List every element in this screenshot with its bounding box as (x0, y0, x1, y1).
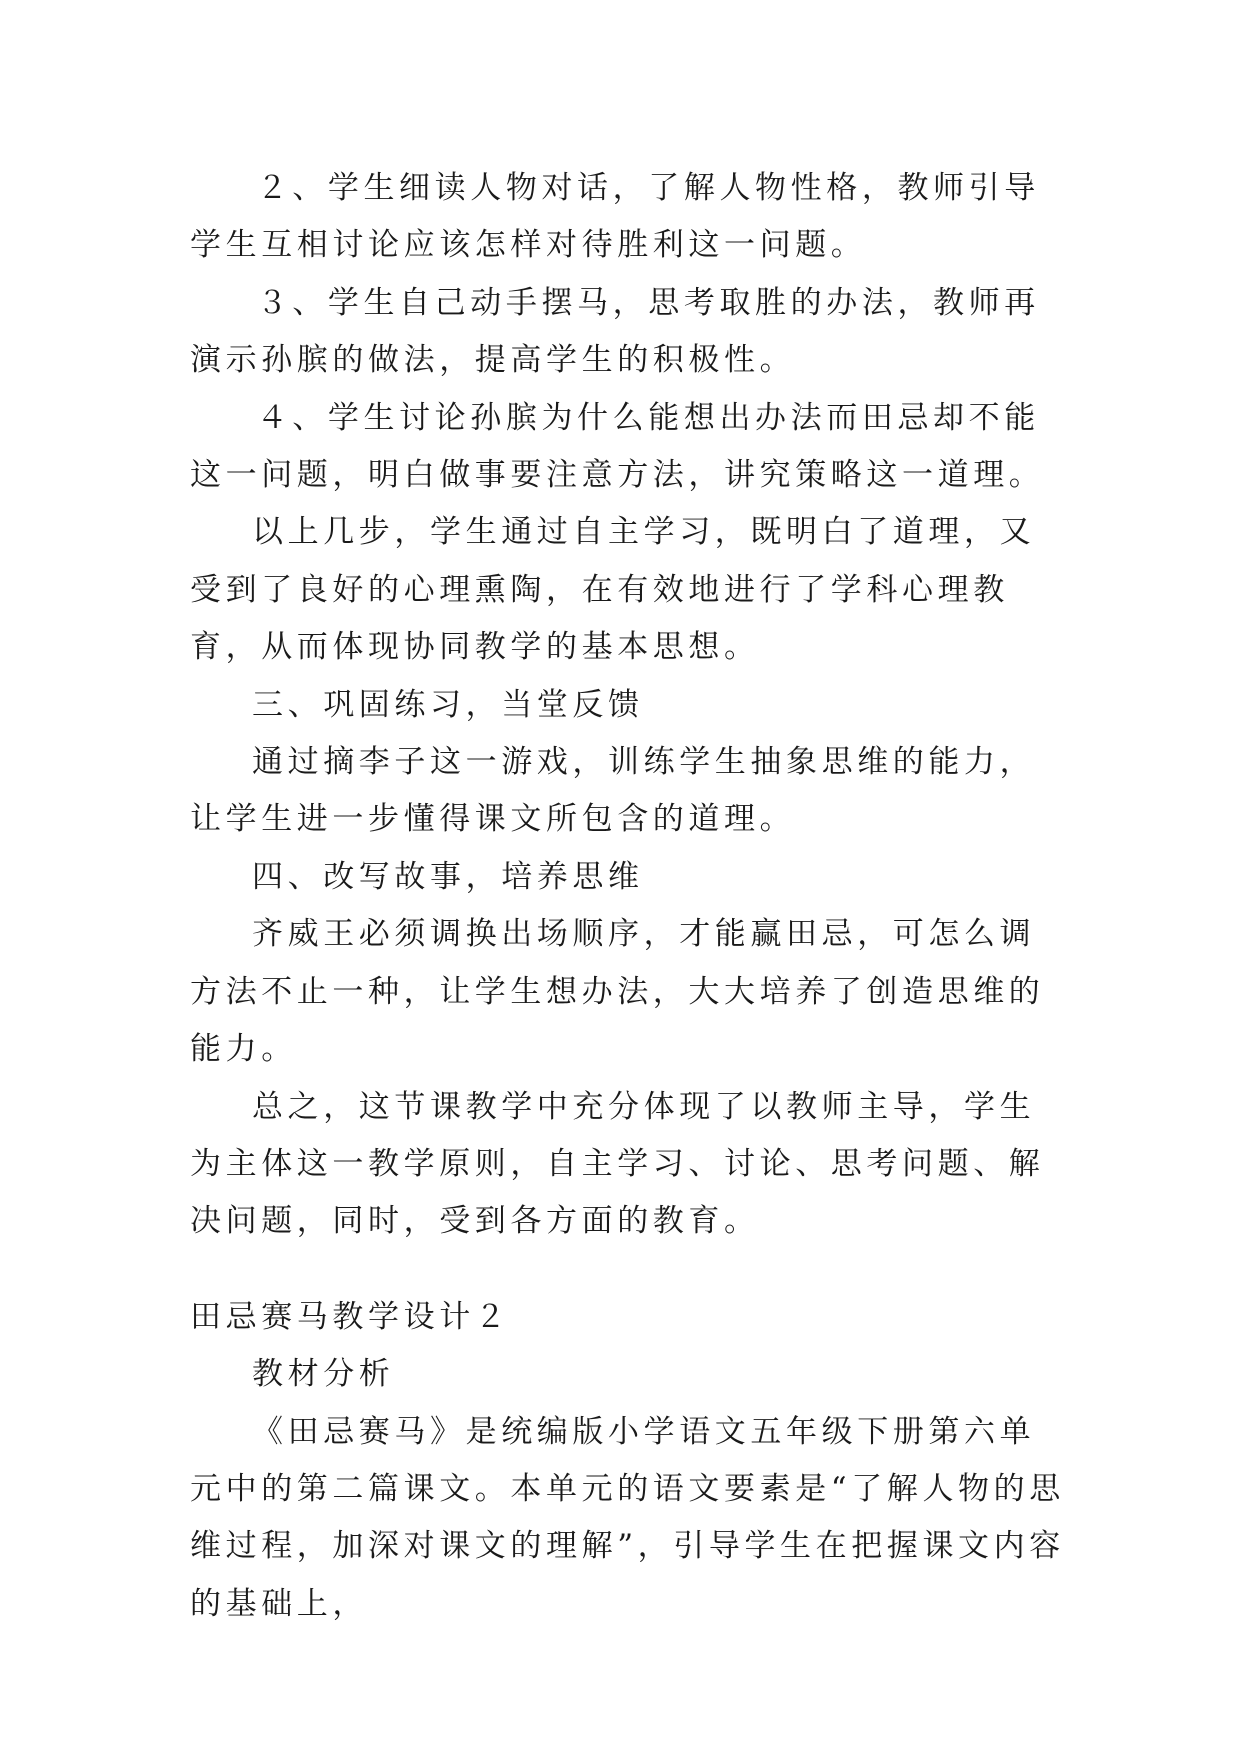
heading-material-analysis: 教材分析 (252, 1356, 395, 1393)
heading-section-four: 四、改写故事，培养思维 (252, 858, 644, 895)
paragraph-material-analysis: 《田忌赛马》是统编版小学语文五年级下册第六单元中的第二篇课文。本单元的语文要素是“了解人物的思维过程，加深对课文的理解”，引导学生在把握课文内容的基础上， (190, 1413, 1065, 1622)
paragraph-rewrite-story: 齐威王必须调换出场顺序，才能赢田忌，可怎么调方法不止一种，让学生想办法，大大培养了创造思维的能力。 (190, 916, 1045, 1068)
section-spacer (190, 1251, 1070, 1289)
section-title: 田忌赛马教学设计２ (190, 1298, 511, 1335)
paragraph-conclusion: 总之，这节课教学中充分体现了以教师主导，学生为主体这一教学原则，自主学习、讨论、思考问题、解决问题，同时，受到各方面的教育。 (190, 1088, 1045, 1240)
heading-section-three: 三、巩固练习，当堂反馈 (252, 686, 644, 723)
paragraph-step-4: ４、学生讨论孙膑为什么能想出办法而田忌却不能这一问题，明白做事要注意方法，讲究策略这一道理。 (190, 399, 1045, 494)
paragraph-practice: 通过摘李子这一游戏，训练学生抽象思维的能力，让学生进一步懂得课文所包含的道理。 (190, 744, 1036, 838)
paragraph-step-2: ２、学生细读人物对话，了解人物性格，教师引导学生互相讨论应该怎样对待胜利这一问题。 (190, 170, 1040, 264)
document-page (190, 160, 1070, 1633)
paragraph-summary-steps: 以上几步，学生通过自主学习，既明白了道理，又受到了良好的心理熏陶，在有效地进行了学科心理教育，从而体现协同教学的基本思想。 (190, 514, 1036, 666)
paragraph-step-3: ３、学生自己动手摆马，思考取胜的办法，教师再演示孙膑的做法，提高学生的积极性。 (190, 284, 1040, 379)
